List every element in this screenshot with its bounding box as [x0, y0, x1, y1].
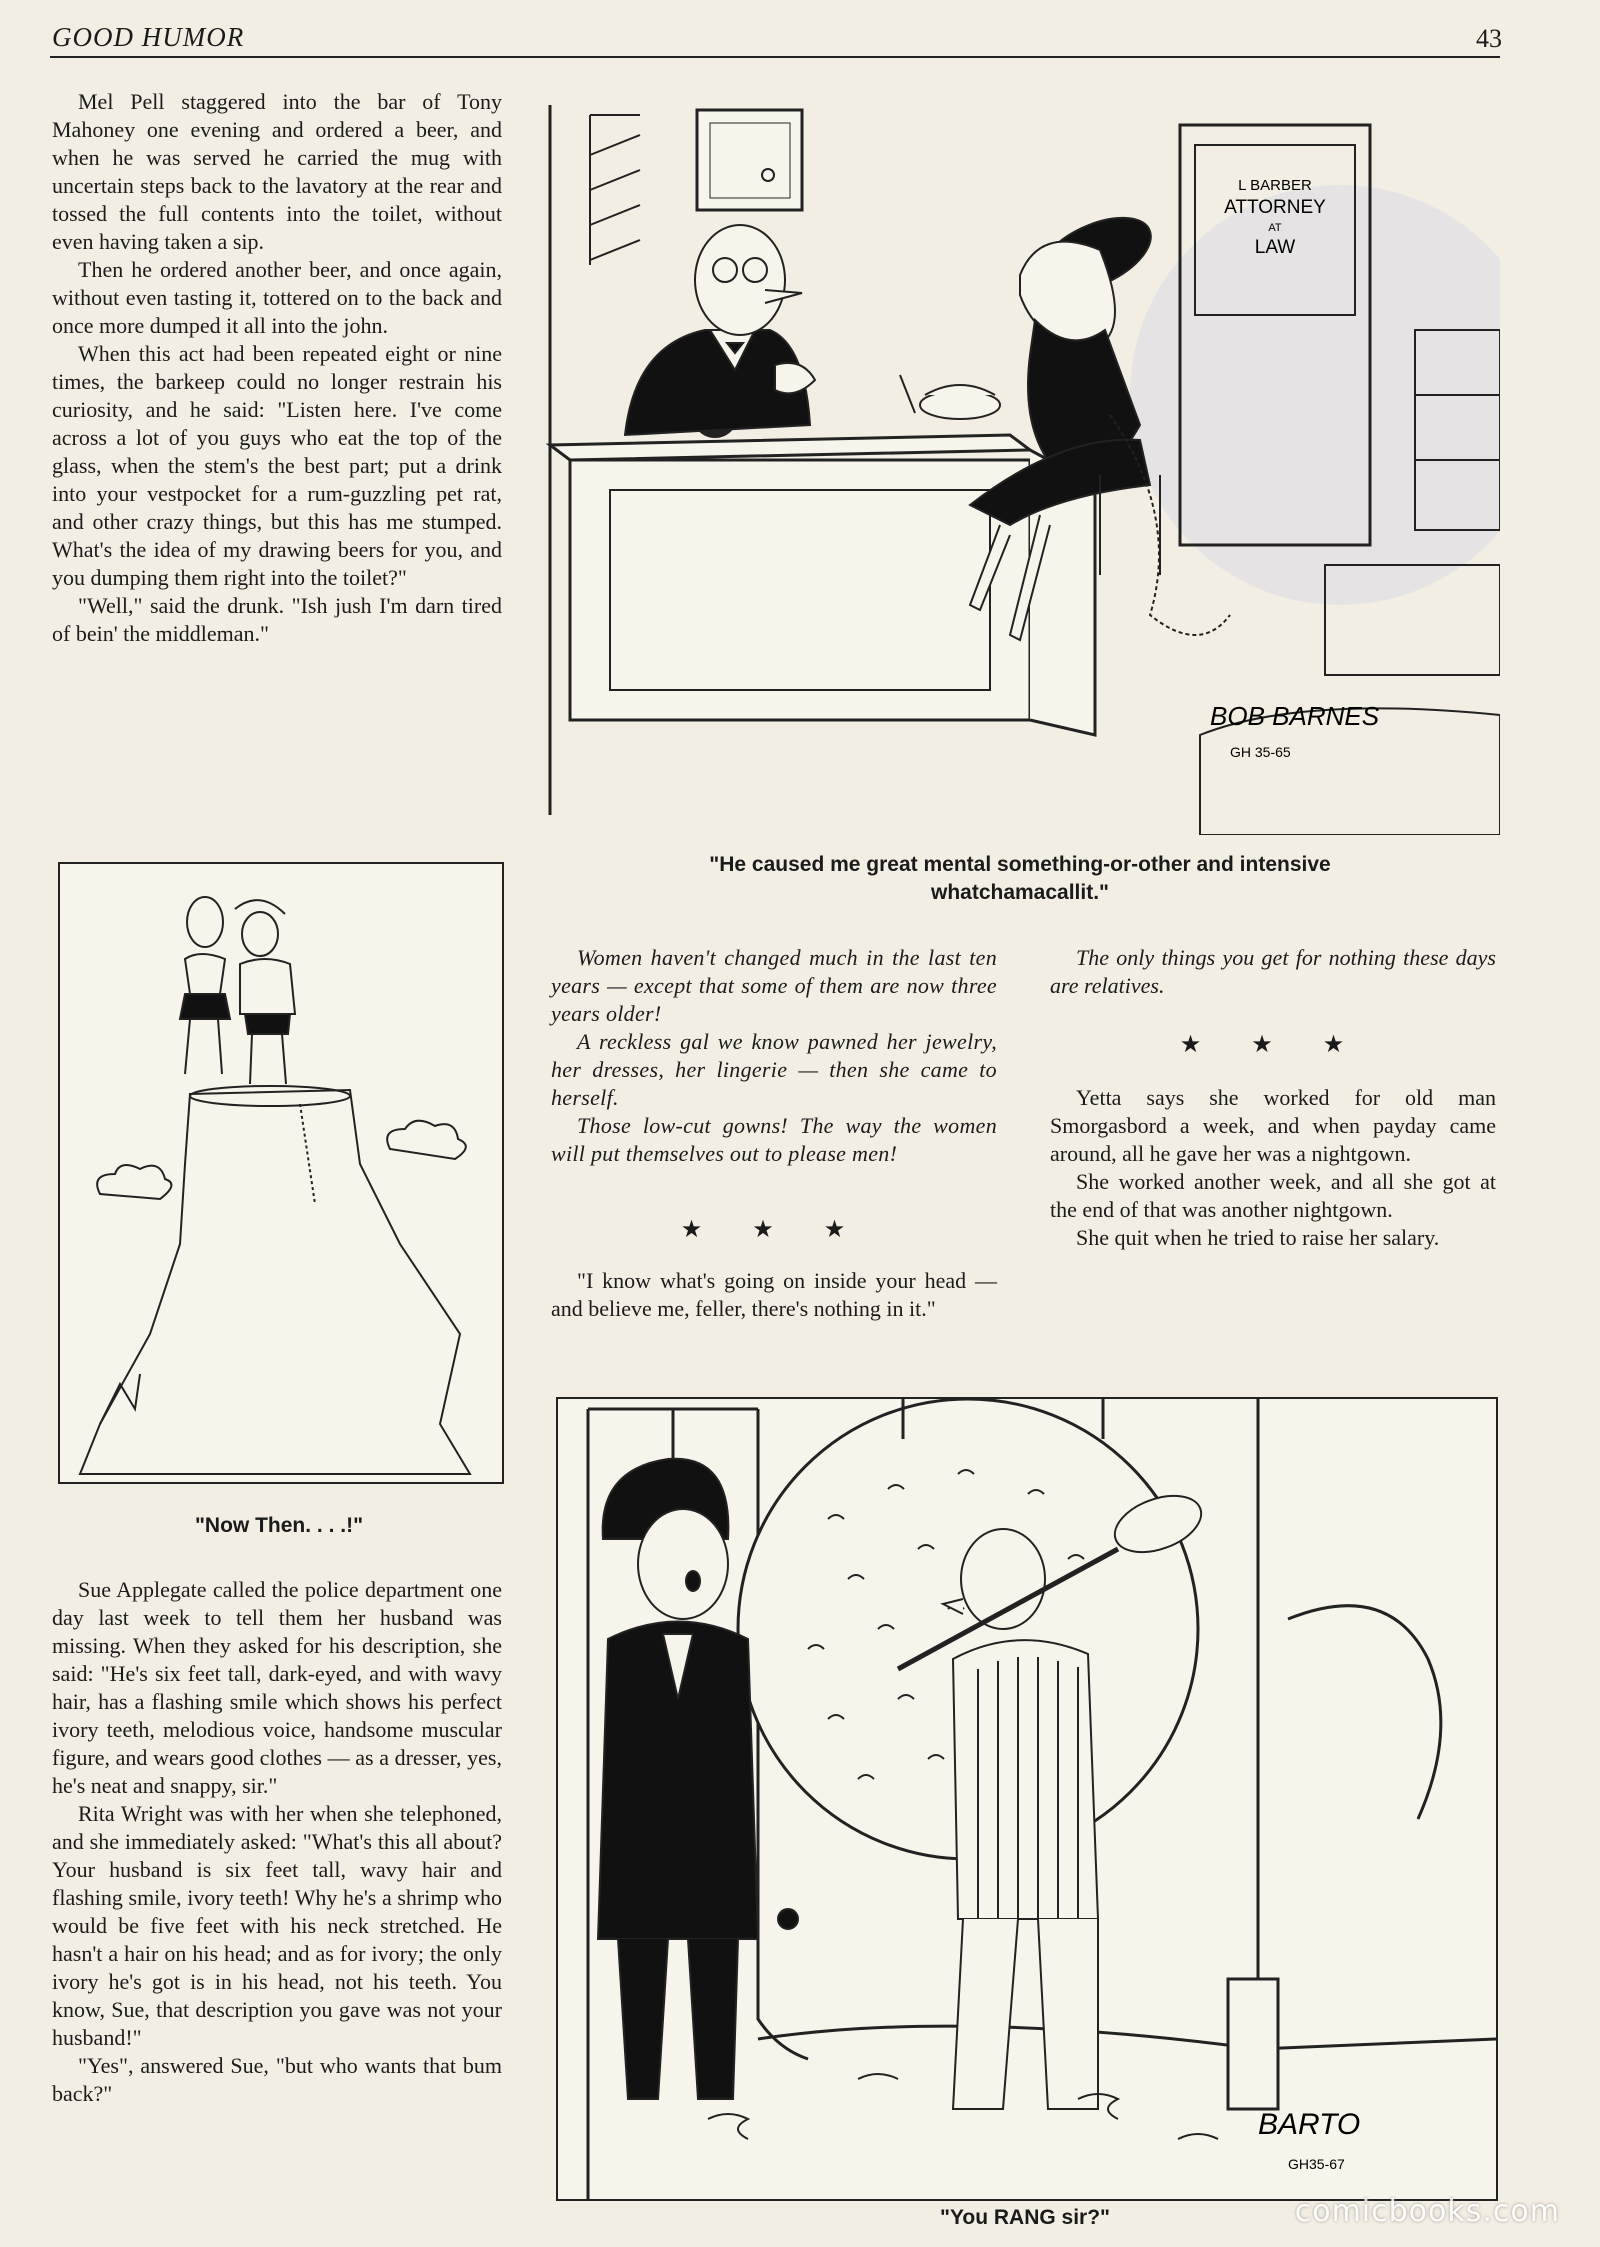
header-divider — [50, 56, 1500, 58]
attorney-office-illustration — [540, 95, 1500, 835]
magazine-title: GOOD HUMOR — [52, 22, 245, 52]
story-paragraph: "Well," said the drunk. "Ish jush I'm darn tired of bein' the middleman." — [52, 593, 502, 646]
story-paragraph: Yetta says she worked for old man Smorgasbord a week, and when payday came around, all he gave her was a nightgown. — [1050, 1085, 1496, 1166]
joke-paragraph: Those low-cut gowns! The way the women will put themselves out to please men! — [551, 1113, 997, 1166]
cartoon-attorney-office — [540, 95, 1500, 835]
artist-signature: BARTO — [1258, 2108, 1361, 2141]
story-missing-husband — [52, 1576, 502, 2108]
story-paragraph: Mel Pell staggered into the bar of Tony Mahoney one evening and ordered a beer, and when he was served he carried the mug with uncertain steps back to the lavatory at the rear and tossed the full contents into the toilet, without even having taken a sip. — [52, 89, 502, 254]
gong-illustration — [558, 1399, 1496, 2199]
story-paragraph: She quit when he tried to raise her salary. — [1076, 1225, 1440, 1250]
office-cartoon-caption: "He caused me great mental something-or-other and intensive whatchamacallit." — [709, 853, 1331, 904]
door-sign-line2: ATTORNEY — [1224, 197, 1326, 218]
door-sign-line3: AT — [1268, 222, 1282, 234]
joke-paragraph: Women haven't changed much in the last ten years — except that some of them are now three years older! — [551, 945, 997, 1026]
joke-paragraph: A reckless gal we know pawned her jewelry, her dresses, her lingerie — then she came to herself. — [551, 1029, 997, 1110]
section-stars: ★ ★ ★ — [680, 1217, 868, 1243]
door-sign-line1: L BARBER — [1238, 177, 1312, 194]
joke-relatives — [1050, 944, 1496, 1000]
cartoon-code: GH35-67 — [1288, 2156, 1345, 2172]
joke-paragraph: "I know what's going on inside your head — and believe me, feller, there's nothing in it." — [551, 1268, 997, 1321]
story-paragraph: Sue Applegate called the police department one day last week to tell them her husband was missing. When they asked for his description, she said: "He's six feet tall, dark-eyed, and with wavy hair, has a flashing smile which shows his perfect ivory teeth, melodious voice, handsome muscular figure, and wears good clothes — as a dresser, yes, he's neat and snappy, sir." — [52, 1577, 502, 1798]
cartoon-mountain — [58, 862, 504, 1484]
joke-head — [551, 1267, 997, 1323]
joke-paragraph: The only things you get for nothing these days are relatives. — [1050, 945, 1496, 998]
mountain-cartoon-caption: "Now Then. . . .!" — [194, 1514, 364, 1537]
story-paragraph: When this act had been repeated eight or nine times, the barkeep could no longer restrain his curiosity, and he said: "Listen here. I've come across a lot of you guys who eat the top of the glass, when the stem's the best part; put a drink into your vestpocket for a rum-guzzling pet rat, and other crazy things, but this has me stumped. What's the idea of my drawing beers for you, and you dumping them right into the toilet?" — [52, 341, 502, 590]
story-drunk-beer — [52, 88, 502, 648]
section-stars: ★ ★ ★ — [1179, 1032, 1367, 1058]
story-paragraph: She worked another week, and all she got at the end of that was another nightgown. — [1050, 1169, 1496, 1222]
story-paragraph: "Yes", answered Sue, "but who wants that bum back?" — [52, 2053, 502, 2106]
gong-cartoon-caption: "You RANG sir?" — [939, 2206, 1111, 2229]
page-number: 43 — [1476, 24, 1502, 53]
cartoon-code: GH 35-65 — [1230, 744, 1291, 760]
cartoon-gong — [556, 1397, 1498, 2201]
mountain-illustration — [60, 864, 502, 1482]
site-watermark: comicbooks.com — [1294, 2194, 1560, 2229]
door-sign-line4: LAW — [1254, 237, 1296, 258]
story-paragraph: Then he ordered another beer, and once again, without even tasting it, tottered on to the back and once more dumped it all into the john. — [52, 257, 502, 338]
story-paragraph: Rita Wright was with her when she telephoned, and she immediately asked: "What's this all about? Your husband is six feet tall, wavy hair and flashing smile, ivory teeth! Why he's a shrimp who would be five feet with his neck stretched. He hasn't a hair on his head; and as for ivory; the only ivory he's got is in his head, not his teeth. You know, Sue, that description you gave was not your husband!" — [52, 1801, 502, 2050]
artist-signature: BOB BARNES — [1210, 701, 1380, 731]
jokes-women — [551, 944, 997, 1168]
story-yetta — [1050, 1084, 1496, 1252]
